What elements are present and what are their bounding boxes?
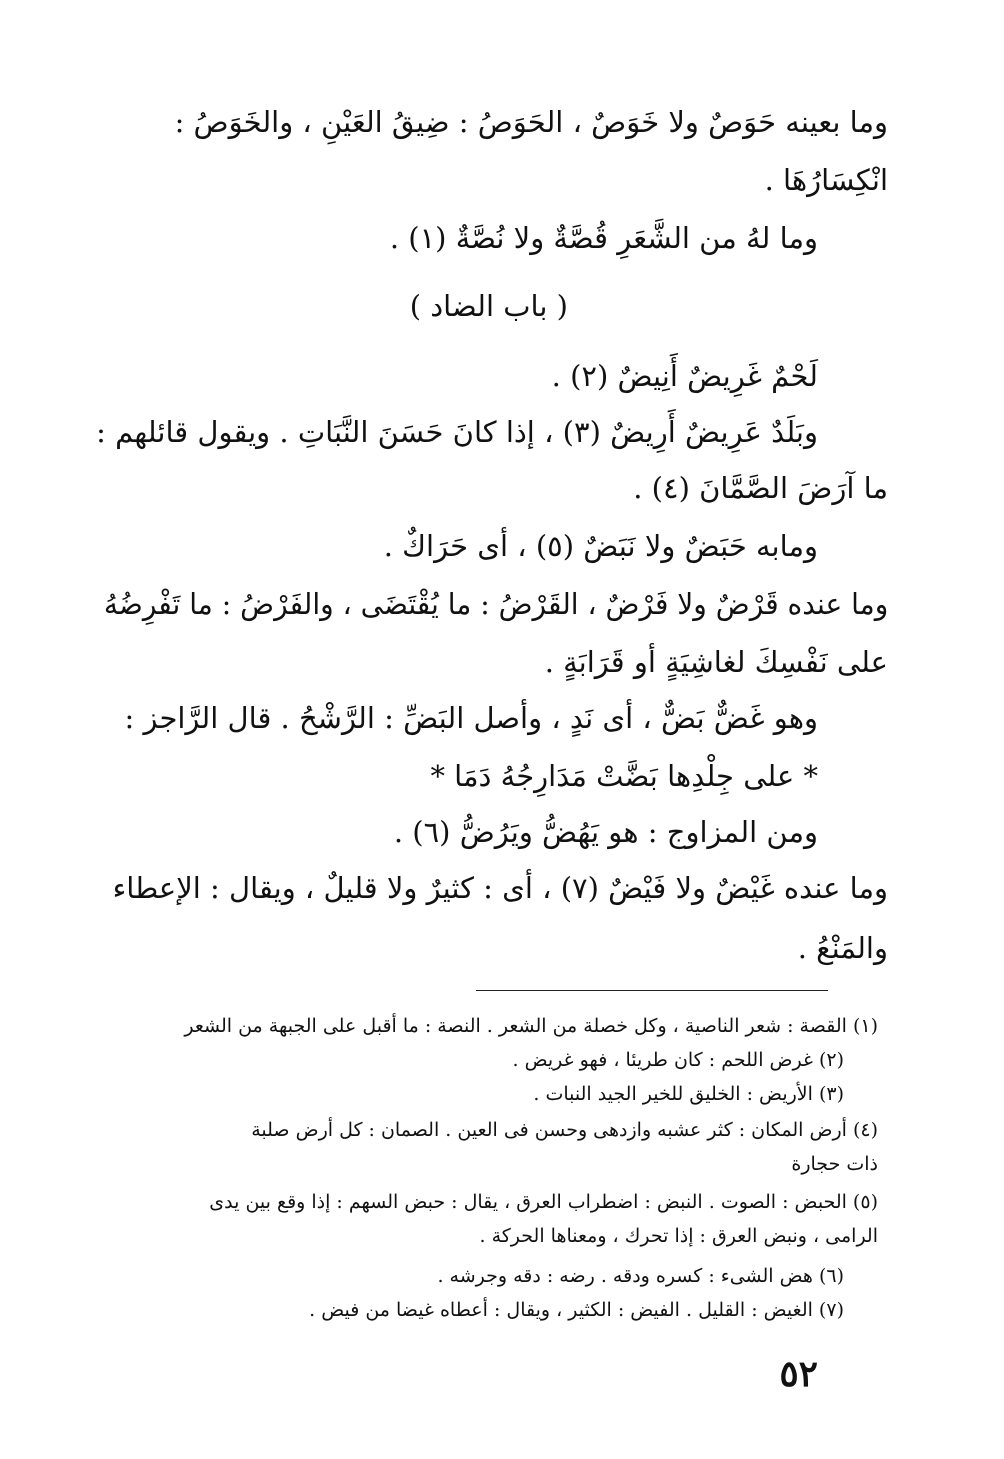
text-line-11: وهو غَضٌّ بَضٌّ ، أى نَدٍ ، وأصل البَضِّ : الرَّشْحُ . قال الرَّاجز : <box>124 701 818 735</box>
text-line-6: وبَلَدٌ عَرِيضٌ أَرِيضٌ (٣) ، إذا كانَ حَسَنَ النَّبَاتِ . ويقول قائلهم : <box>96 415 818 449</box>
footnote-1: (١) القصة : شعر الناصية ، وكل خصلة من الشعر . النصة : ما أقبل على الجبهة من الشعر <box>184 1015 878 1037</box>
text-line-5: لَحْمٌ غَرِيضٌ أَنِيضٌ (٢) . <box>551 359 818 393</box>
text-line-14: وما عنده غَيْضٌ ولا فَيْضٌ (٧) ، أى : كثيرٌ ولا قليلٌ ، ويقال : الإعطاء <box>112 871 888 905</box>
footnote-7: (٧) الغيض : القليل . الفيض : الكثير ، ويقال : أعطاه غيضا من فيض . <box>309 1299 844 1321</box>
text-line-2: انْكِسَارُهَا . <box>764 163 888 197</box>
text-line-1: وما بعينه حَوَصٌ ولا خَوَصٌ ، الحَوَصُ : ضِيقُ العَيْنِ ، والخَوَصُ : <box>174 105 888 139</box>
text-line-7: ما آرَضَ الصَّمَّانَ (٤) . <box>633 471 888 505</box>
footnote-separator <box>476 990 828 991</box>
text-line-3: وما لهُ من الشَّعَرِ قُصَّةٌ ولا نُصَّةٌ (١) . <box>389 221 818 255</box>
verse-line: * على جِلْدِها بَضَّتْ مَدَارِجُهُ دَمَا * <box>430 759 818 793</box>
text-line-10: على نَفْسِكَ لغاشِيَةٍ أو قَرَابَةٍ . <box>544 645 888 679</box>
text-line-13: ومن المزاوج : هو يَهُضُّ ويَرُضُّ (٦) . <box>393 815 818 849</box>
footnote-2: (٢) غرض اللحم : كان طريئا ، فهو غريض . <box>512 1049 844 1071</box>
footnote-3: (٣) الأريض : الخليق للخير الجيد النبات . <box>533 1083 844 1105</box>
footnote-6: (٦) هض الشىء : كسره ودقه . رضه : دقه وجرشه . <box>437 1265 844 1287</box>
footnote-5: (٥) الحبض : الصوت . النبض : اضطراب العرق ، يقال : حبض السهم : إذا وقع بين يدى <box>209 1191 878 1213</box>
text-line-15: والمَنْعُ . <box>797 931 888 965</box>
footnote-4: (٤) أرض المكان : كثر عشبه وازدهى وحسن فى العين . الصمان : كل أرض صلبة <box>251 1119 878 1141</box>
footnote-5-cont: الرامى ، ونبض العرق : إذا تحرك ، ومعناها الحركة . <box>479 1225 878 1247</box>
footnote-4-cont: ذات حجارة <box>791 1153 878 1175</box>
page-number: ٥٢ <box>779 1353 818 1395</box>
section-heading: ( باب الضاد ) <box>409 289 568 323</box>
text-line-9: وما عنده قَرْضٌ ولا فَرْضٌ ، القَرْضُ : ما يُقْتَضَى ، والفَرْضُ : ما تَفْرِضُهُ <box>103 587 888 621</box>
text-line-8: ومابه حَبَضٌ ولا نَبَضٌ (٥) ، أى حَرَاكٌ . <box>383 529 818 563</box>
